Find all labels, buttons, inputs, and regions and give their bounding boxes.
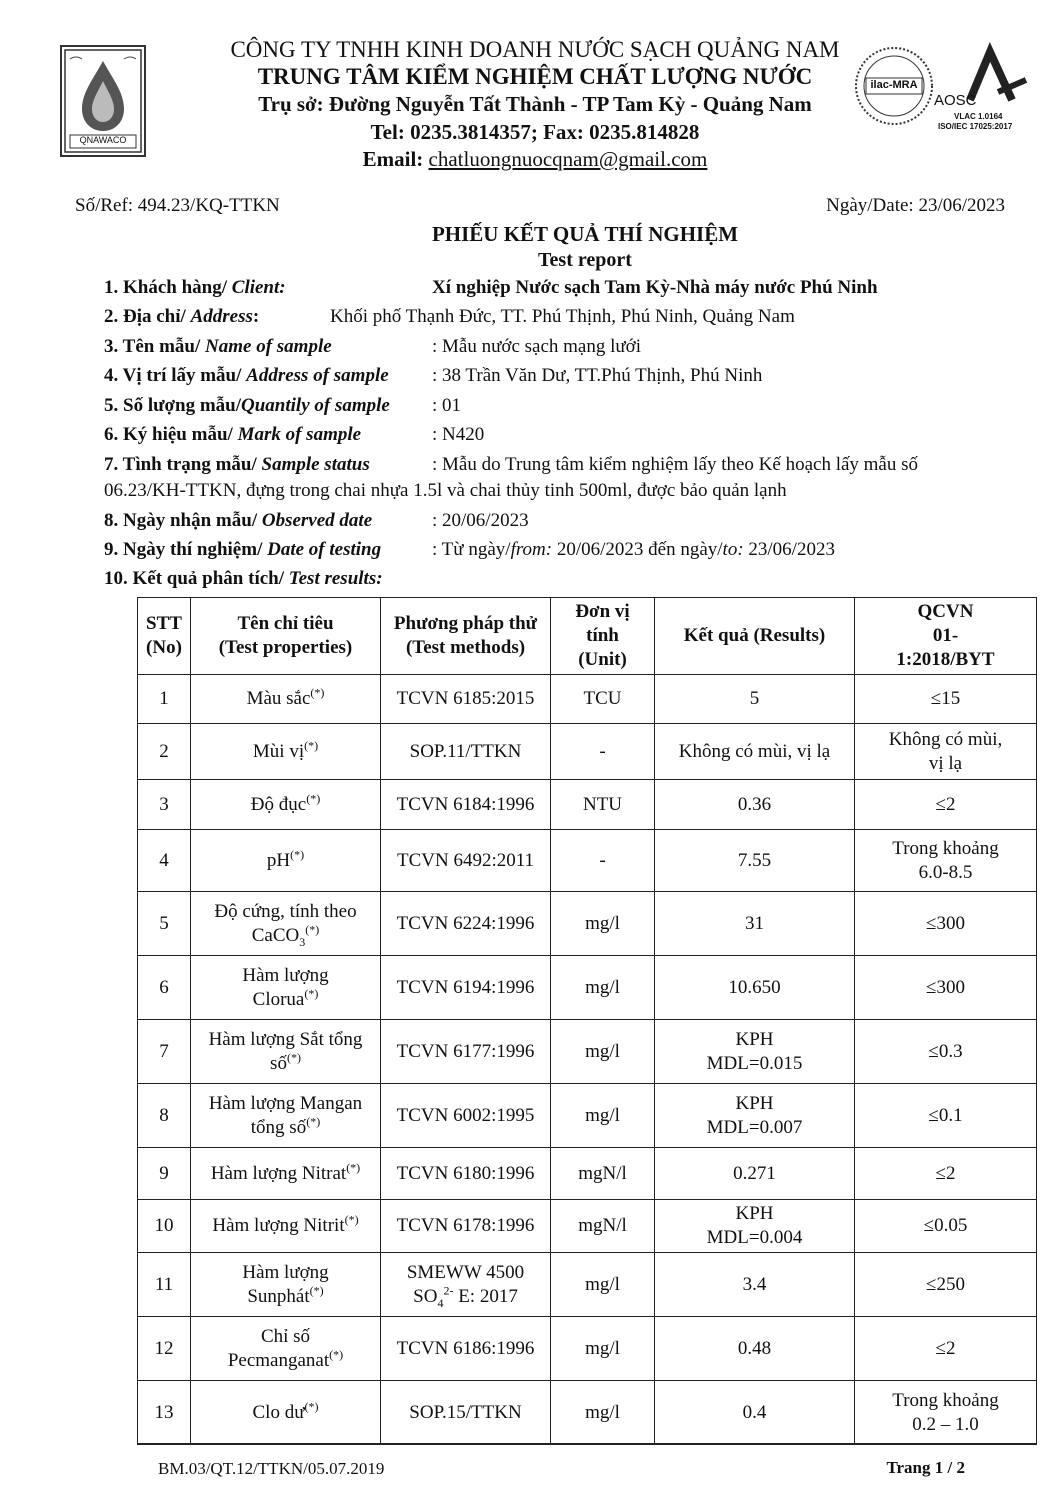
cell-no: 4 xyxy=(138,830,191,892)
table-row xyxy=(138,1148,1037,1200)
results-label: 10. Kết quả phân tích/ Test results: xyxy=(104,568,383,589)
table-row xyxy=(138,675,1037,724)
cell-method: TCVN 6185:2015 xyxy=(381,675,551,724)
cell-no: 10 xyxy=(138,1200,191,1253)
cell-property: Độ cứng, tính theo CaCO$_3$(*) xyxy=(191,892,381,956)
qnawaco-logo xyxy=(60,45,146,157)
cell-no: 5 xyxy=(138,892,191,956)
cell-result: Không có mùi, vị lạ xyxy=(655,724,855,780)
cell-standard: ≤0.1 xyxy=(855,1084,1037,1148)
cell-property: Clo dư(*) xyxy=(191,1381,381,1445)
center-address: Trụ sở: Đường Nguyễn Tất Thành - TP Tam Kỳ - Quảng Nam xyxy=(258,92,812,116)
footer-divider xyxy=(137,1443,1036,1444)
cell-no: 3 xyxy=(138,780,191,830)
cell-unit: mg/l xyxy=(551,1381,655,1445)
iso-label: ISO/IEC 17025:2017 xyxy=(938,122,1013,131)
cell-method: TCVN 6180:1996 xyxy=(381,1148,551,1200)
sample-status-value: : Mẫu do Trung tâm kiểm nghiệm lấy theo Kế hoạch lấy mẫu số xyxy=(432,454,919,475)
cell-property: Mùi vị(*) xyxy=(191,724,381,780)
table-row xyxy=(138,892,1037,956)
table-row xyxy=(138,1084,1037,1148)
cell-property: Màu sắc(*) xyxy=(191,675,381,724)
cell-unit: mg/l xyxy=(551,1253,655,1317)
sample-name-label: 3. Tên mẫu/ Name of sample xyxy=(104,336,332,357)
cell-result: 3.4 xyxy=(655,1253,855,1317)
cell-unit: - xyxy=(551,830,655,892)
table-row xyxy=(138,1381,1037,1445)
form-code: BM.03/QT.12/TTKN/05.07.2019 xyxy=(158,1459,385,1478)
cell-property: Hàm lượng Nitrat(*) xyxy=(191,1148,381,1200)
sample-mark-label: 6. Ký hiệu mẫu/ Mark of sample xyxy=(104,424,362,445)
cell-method: TCVN 6224:1996 xyxy=(381,892,551,956)
page-number: Trang 1 / 2 xyxy=(886,1458,965,1477)
cell-result: KPH MDL=0.007 xyxy=(655,1084,855,1148)
cell-unit: mg/l xyxy=(551,1084,655,1148)
table-row xyxy=(138,780,1037,830)
cell-no: 6 xyxy=(138,956,191,1020)
table-header-row xyxy=(138,598,1037,675)
cell-property: Hàm lượng Sắt tổng số(*) xyxy=(191,1020,381,1084)
cell-property: Chỉ số Pecmanganat(*) xyxy=(191,1317,381,1381)
cell-unit: TCU xyxy=(551,675,655,724)
cell-property: Hàm lượng Mangan tổng số(*) xyxy=(191,1084,381,1148)
table-row xyxy=(138,956,1037,1020)
cell-method: TCVN 6178:1996 xyxy=(381,1200,551,1253)
cell-unit: mg/l xyxy=(551,956,655,1020)
cell-standard: ≤0.05 xyxy=(855,1200,1037,1253)
center-phone: Tel: 0235.3814357; Fax: 0235.814828 xyxy=(370,120,700,144)
cell-standard: ≤2 xyxy=(855,780,1037,830)
cell-standard: ≤0.3 xyxy=(855,1020,1037,1084)
sample-status-label: 7. Tình trạng mẫu/ Sample status xyxy=(104,454,370,475)
col-header-standard: QCVN 01- 1:2018/BYT xyxy=(855,598,1037,675)
cell-result: 5 xyxy=(655,675,855,724)
cell-result: 10.650 xyxy=(655,956,855,1020)
cell-unit: mgN/l xyxy=(551,1148,655,1200)
cell-standard: Không có mùi, vị lạ xyxy=(855,724,1037,780)
cell-no: 9 xyxy=(138,1148,191,1200)
cell-method: TCVN 6177:1996 xyxy=(381,1020,551,1084)
cell-result: 31 xyxy=(655,892,855,956)
cell-method: SOP.11/TTKN xyxy=(381,724,551,780)
cell-result: 0.271 xyxy=(655,1148,855,1200)
table-row xyxy=(138,1253,1037,1317)
cell-method: TCVN 6184:1996 xyxy=(381,780,551,830)
report-title: PHIẾU KẾT QUẢ THÍ NGHIỆM xyxy=(431,222,739,246)
cell-method: TCVN 6194:1996 xyxy=(381,956,551,1020)
cell-unit: mgN/l xyxy=(551,1200,655,1253)
cell-result: KPH MDL=0.015 xyxy=(655,1020,855,1084)
received-date-label: 8. Ngày nhận mẫu/ Observed date xyxy=(104,510,373,531)
cell-no: 7 xyxy=(138,1020,191,1084)
cell-method: TCVN 6492:2011 xyxy=(381,830,551,892)
sample-location-label: 4. Vị trí lấy mẫu/ Address of sample xyxy=(104,365,389,386)
cell-no: 8 xyxy=(138,1084,191,1148)
center-email-line xyxy=(180,147,890,172)
cell-property: Hàm lượng Clorua(*) xyxy=(191,956,381,1020)
client-label: 1. Khách hàng/ Client: xyxy=(104,277,286,298)
report-date: Ngày/Date: 23/06/2023 xyxy=(826,195,1005,216)
cell-no: 12 xyxy=(138,1317,191,1381)
email-label: Email: xyxy=(362,147,429,171)
cell-method: TCVN 6002:1995 xyxy=(381,1084,551,1148)
cell-standard: Trong khoảng 0.2 – 1.0 xyxy=(855,1381,1037,1445)
cell-no: 2 xyxy=(138,724,191,780)
col-header-unit: Đơn vị tính (Unit) xyxy=(551,598,655,675)
sample-quantity-value: : 01 xyxy=(432,395,462,416)
cell-method: SOP.15/TTKN xyxy=(381,1381,551,1445)
col-header-result: Kết quả (Results) xyxy=(655,598,855,675)
address-label: 2. Địa chỉ/ Address: xyxy=(104,306,260,327)
email-link[interactable]: chatluongnuocqnam@gmail.com xyxy=(428,147,708,171)
cell-standard: ≤300 xyxy=(855,892,1037,956)
cell-unit: mg/l xyxy=(551,892,655,956)
reference-number: Số/Ref: 494.23/KQ-TTKN xyxy=(75,195,280,216)
cell-standard: ≤300 xyxy=(855,956,1037,1020)
sample-quantity-label: 5. Số lượng mẫu/Quantily of sample xyxy=(104,395,390,416)
cell-result: KPH MDL=0.004 xyxy=(655,1200,855,1253)
cell-unit: - xyxy=(551,724,655,780)
cell-result: 7.55 xyxy=(655,830,855,892)
company-name: CÔNG TY TNHH KINH DOANH NƯỚC SẠCH QUẢNG NAM xyxy=(230,37,840,62)
ilac-label: ilac-MRA xyxy=(870,79,918,91)
cell-result: 0.48 xyxy=(655,1317,855,1381)
cell-unit: mg/l xyxy=(551,1020,655,1084)
cell-result: 0.36 xyxy=(655,780,855,830)
address-value: Khối phố Thạnh Đức, TT. Phú Thịnh, Phú Ninh, Quảng Nam xyxy=(330,306,795,327)
cell-method: SMEWW 4500 $SO_4^{2-}$ E: 2017 xyxy=(381,1253,551,1317)
sample-status-value-cont: 06.23/KH-TTKN, đựng trong chai nhựa 1.5l và chai thủy tinh 500ml, được bảo quản lạnh xyxy=(104,480,787,501)
table-row xyxy=(138,1200,1037,1253)
cell-standard: Trong khoảng 6.0-8.5 xyxy=(855,830,1037,892)
cell-standard: ≤250 xyxy=(855,1253,1037,1317)
sample-location-value: : 38 Trần Văn Dư, TT.Phú Thịnh, Phú Ninh xyxy=(432,365,763,386)
cell-property: pH(*) xyxy=(191,830,381,892)
col-header-method: Phương pháp thử (Test methods) xyxy=(381,598,551,675)
aosc-label: AOSC xyxy=(934,92,977,109)
cell-result: 0.4 xyxy=(655,1381,855,1445)
center-name: TRUNG TÂM KIỂM NGHIỆM CHẤT LƯỢNG NƯỚC xyxy=(257,64,813,89)
report-subtitle: Test report xyxy=(538,249,632,271)
cell-method: TCVN 6186:1996 xyxy=(381,1317,551,1381)
table-row xyxy=(138,1020,1037,1084)
cell-no: 11 xyxy=(138,1253,191,1317)
cell-property: Hàm lượng Nitrit(*) xyxy=(191,1200,381,1253)
testing-date-label: 9. Ngày thí nghiệm/ Date of testing xyxy=(104,539,382,560)
logo-text: QNAWACO xyxy=(79,135,127,145)
received-date-value: : 20/06/2023 xyxy=(432,510,529,531)
cell-unit: mg/l xyxy=(551,1317,655,1381)
table-row xyxy=(138,830,1037,892)
cell-no: 1 xyxy=(138,675,191,724)
cell-no: 13 xyxy=(138,1381,191,1445)
results-table xyxy=(137,597,1037,1445)
cell-standard: ≤2 xyxy=(855,1317,1037,1381)
cell-standard: ≤2 xyxy=(855,1148,1037,1200)
cell-unit: NTU xyxy=(551,780,655,830)
testing-date-value: : Từ ngày/from: 20/06/2023 đến ngày/to: 23/06/2023 xyxy=(432,539,835,560)
col-header-no: STT (No) xyxy=(138,598,191,675)
sample-name-value: : Mẫu nước sạch mạng lưới xyxy=(432,336,642,357)
cell-property: Hàm lượng Sunphát(*) xyxy=(191,1253,381,1317)
cell-property: Độ đục(*) xyxy=(191,780,381,830)
sample-mark-value: : N420 xyxy=(432,424,485,445)
cell-standard: ≤15 xyxy=(855,675,1037,724)
col-header-property: Tên chỉ tiêu (Test properties) xyxy=(191,598,381,675)
table-row xyxy=(138,1317,1037,1381)
vlac-label: VLAC 1.0164 xyxy=(954,112,1003,121)
table-row xyxy=(138,724,1037,780)
client-value: Xí nghiệp Nước sạch Tam Kỳ-Nhà máy nước Phú Ninh xyxy=(432,277,878,298)
